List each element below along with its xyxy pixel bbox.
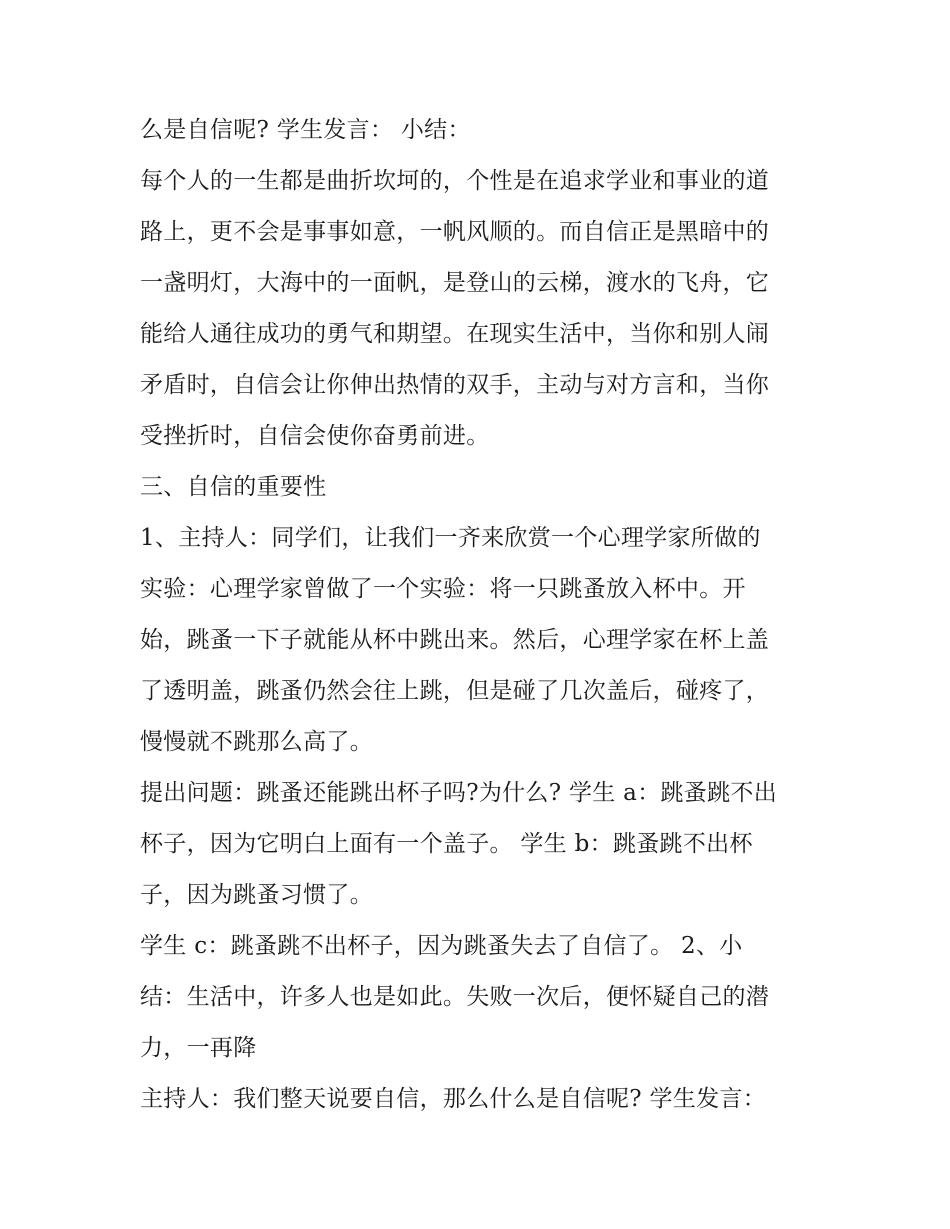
text-line: 一盏明灯，大海中的一面帆，是登山的云梯，渡水的飞舟，它 [140,270,770,296]
text-line: 始，跳蚤一下子就能从杯中跳出来。然后，心理学家在杯上盖 [140,627,770,653]
text-line: 么是自信呢? 学生发言： 小结： [140,117,471,143]
text-line: 结：生活中，许多人也是如此。失败一次后，便怀疑自己的潜 [140,984,770,1010]
text-line: 1、主持人：同学们，让我们一齐来欣赏一个心理学家所做的 [140,525,761,551]
text-line: 杯子，因为它明白上面有一个盖子。 学生 b：跳蚤跳不出杯 [140,831,753,857]
text-line: 力，一再降 [140,1035,257,1061]
text-line: 了透明盖，跳蚤仍然会往上跳，但是碰了几次盖后，碰疼了， [140,678,770,704]
section-heading: 三、自信的重要性 [140,474,327,500]
document-body [140,105,830,1125]
text-line: 矛盾时，自信会让你伸出热情的双手，主动与对方言和，当你 [140,372,770,398]
text-line: 实验：心理学家曾做了一个实验：将一只跳蚤放入杯中。开 [140,576,746,602]
text-line: 能给人通往成功的勇气和期望。在现实生活中，当你和别人闹 [140,321,770,347]
text-line: 每个人的一生都是曲折坎坷的，个性是在追求学业和事业的道 [140,168,770,194]
text-line: 慢慢就不跳那么高了。 [140,729,373,755]
text-line: 提出问题：跳蚤还能跳出杯子吗?为什么? 学生 a：跳蚤跳不出 [140,780,777,806]
text-line: 路上，更不会是事事如意，一帆风顺的。而自信正是黑暗中的 [140,219,770,245]
text-line: 学生 c：跳蚤跳不出杯子，因为跳蚤失去了自信了。 2、小 [140,933,743,959]
text-line: 主持人：我们整天说要自信，那么什么是自信呢? 学生发言： [140,1086,767,1112]
text-line: 子，因为跳蚤习惯了。 [140,882,373,908]
text-line: 受挫折时，自信会使你奋勇前进。 [140,423,490,449]
